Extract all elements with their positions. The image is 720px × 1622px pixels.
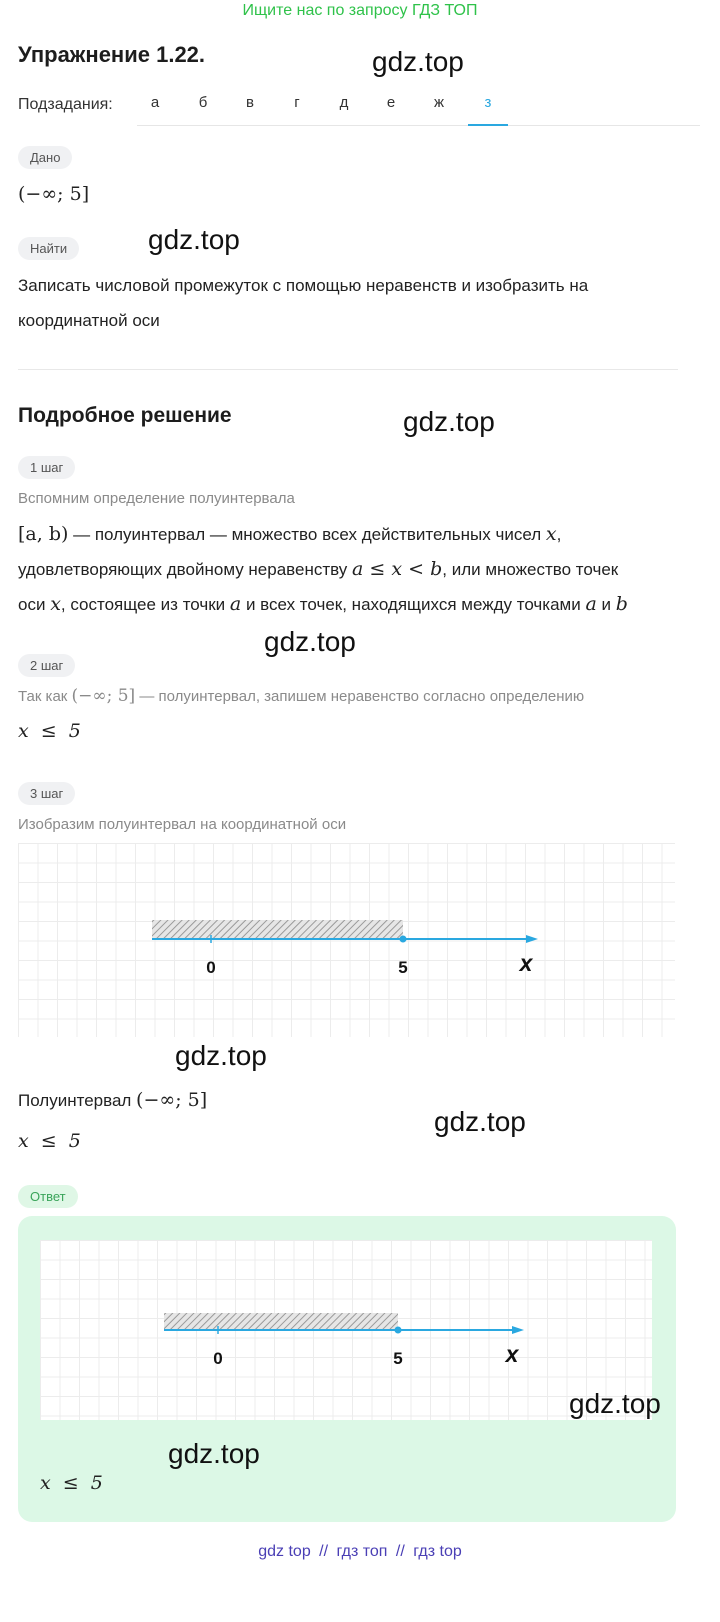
subtask-tabs (137, 88, 700, 126)
step-2-text: Так как (18, 688, 72, 705)
var-b: b (615, 593, 628, 615)
divider (18, 369, 678, 370)
exercise-title: Упражнение 1.22. (18, 42, 206, 67)
subtasks-label: Подзадания: (18, 96, 113, 113)
tab-e[interactable]: е (386, 94, 396, 111)
step-1-text: и (596, 595, 616, 614)
closed-endpoint (400, 936, 407, 943)
step-1-subtitle: Вспомним определение полуинтервала (18, 490, 295, 507)
answer-badge: Ответ (18, 1185, 78, 1208)
tab-v[interactable]: в (246, 94, 254, 111)
tab-g[interactable]: г (294, 94, 300, 111)
watermark: gdz.top (168, 1438, 260, 1469)
var-a: a (585, 593, 597, 615)
given-value: (−∞; 5] (18, 183, 90, 205)
footer-links (0, 1543, 720, 1561)
find-text-line-2: координатной оси (18, 311, 160, 330)
find-badge: Найти (18, 237, 79, 260)
axis-label: x (505, 1341, 519, 1367)
step-2-badge: 2 шаг (18, 654, 75, 677)
axis-arrow (512, 1326, 524, 1334)
step-1-text: удовлетворяющих двойному неравенству (18, 560, 353, 579)
watermark: gdz.top (372, 46, 464, 77)
summary-result: x ≤ 5 (18, 1130, 81, 1152)
footer-link[interactable]: gdz top (258, 1543, 311, 1560)
tick-label: 5 (398, 958, 408, 977)
watermark: gdz.top (403, 406, 495, 437)
tab-b[interactable]: б (198, 94, 208, 111)
watermark: gdz.top (264, 626, 356, 657)
tick-label: 0 (206, 958, 216, 977)
step-2-text: — полуинтервал, запишем неравенство согласно определению (135, 688, 585, 705)
step-3-subtitle: Изобразим полуинтервал на координатной оси (18, 816, 347, 833)
answer-number-line-grid (40, 1240, 652, 1420)
watermark: gdz.top (434, 1106, 526, 1137)
number-line-chart (18, 843, 675, 1037)
given-badge: Дано (18, 146, 72, 169)
step-2-subtitle (18, 686, 584, 706)
answer-result: x ≤ 5 (40, 1472, 103, 1494)
footer-link[interactable]: гдз top (413, 1543, 462, 1560)
step-1-line-1 (18, 517, 561, 552)
footer-link[interactable]: гдз топ (336, 1543, 388, 1560)
solution-title: Подробное решение (18, 404, 232, 427)
step-1-line-2 (18, 552, 618, 587)
watermark: gdz.top (175, 1040, 267, 1071)
var-x: x (545, 523, 557, 545)
answer-number-line-chart (40, 1240, 652, 1420)
watermark: gdz.top (148, 224, 240, 255)
find-text-line-1: Записать числовой промежуток с помощью неравенств и изобразить на (18, 276, 589, 295)
interval-hatch (152, 920, 403, 939)
step-1-line-3 (18, 587, 628, 622)
footer-separator: // (395, 1543, 405, 1560)
step-1-text: , состоящее из точки (60, 595, 230, 614)
interval-notation: (−∞; 5] (136, 1089, 208, 1111)
var-x: x (50, 593, 61, 615)
axis-label: x (519, 950, 533, 976)
var-a: a (229, 593, 242, 615)
footer-separator: // (319, 1543, 329, 1560)
step-3-badge: 3 шаг (18, 782, 75, 805)
step-1-text: , или множество точек (442, 560, 619, 579)
step-2-result: x ≤ 5 (18, 720, 81, 742)
interval-notation: (−∞; 5] (71, 686, 136, 706)
tab-zh[interactable]: ж (433, 94, 445, 111)
tab-a[interactable]: а (150, 94, 160, 111)
step-1-text: и всех точек, находящихся между точками (241, 595, 586, 614)
step-1-text: — полуинтервал — множество всех действительных чисел (68, 525, 546, 544)
step-1-text: оси (18, 595, 51, 614)
search-hint-banner: Ищите нас по запросу ГДЗ ТОП (242, 2, 478, 19)
summary-line (18, 1083, 207, 1118)
closed-endpoint (395, 1327, 402, 1334)
answer-box (18, 1216, 676, 1522)
watermark: gdz.top (569, 1388, 661, 1419)
tick-label: 0 (213, 1349, 223, 1368)
interval-hatch (164, 1313, 398, 1330)
tick-label: 5 (393, 1349, 403, 1368)
summary-label: Полуинтервал (18, 1091, 137, 1110)
tab-d[interactable]: д (339, 94, 349, 111)
double-inequality: a ≤ x < b (352, 558, 443, 580)
comma: , (556, 525, 562, 544)
step-1-badge: 1 шаг (18, 456, 75, 479)
axis-arrow (526, 935, 538, 943)
number-line-grid (18, 843, 675, 1037)
interval-notation: [a, b) (18, 523, 69, 545)
tab-z[interactable]: з (468, 88, 508, 126)
